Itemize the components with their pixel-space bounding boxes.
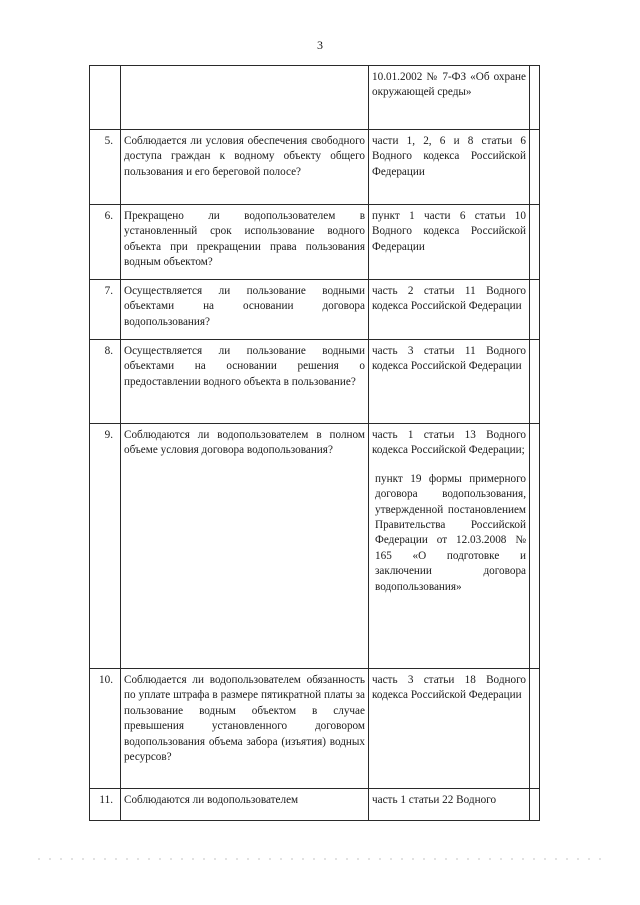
question-cell: Соблюдается ли водопользователем обязанность по уплате штрафа в размере пятикратной платы за пользование водным объектом в случае превышения установленного договором водопользования объема забора (изъятия) водных ресурсов? (121, 669, 369, 789)
question-cell: Осуществляется ли пользование водными объектами на основании решения о предоставлении водного объекта в пользование? (121, 340, 369, 424)
table-row (90, 130, 540, 205)
answer-cell (530, 280, 540, 340)
row-number: 8. (90, 340, 121, 424)
row-number: 9. (90, 424, 121, 669)
legal-reference-cell (369, 66, 530, 130)
answer-cell (530, 424, 540, 669)
table-row (90, 424, 540, 669)
page-number: 3 (317, 38, 323, 52)
legal-reference-secondary: пункт 19 формы примерного договора водопользования, утвержденной постановлением Правительства Российской Федерации от 12.03.2008 № 165 «О подготовке и заключении договора водопользования» (375, 472, 526, 593)
legal-reference: пункт 1 части 6 статьи 10 Водного кодекса Российской Федерации (372, 210, 526, 253)
legal-reference: части 1, 2, 6 и 8 статьи 6 Водного кодекса Российской Федерации (372, 135, 526, 178)
question-cell: Соблюдается ли условия обеспечения свободного доступа граждан к водному объекту общего пользования и его береговой полосе? (121, 130, 369, 205)
answer-cell (530, 789, 540, 821)
legal-reference: 10.01.2002 № 7-ФЗ «Об охране окружающей среды» (372, 71, 526, 99)
row-number: 11. (90, 789, 121, 821)
question-cell: Осуществляется ли пользование водными объектами на основании договора водопользования? (121, 280, 369, 340)
legal-reference-cell (369, 280, 530, 340)
answer-cell (530, 669, 540, 789)
row-number: 7. (90, 280, 121, 340)
question-cell: Соблюдаются ли водопользователем в полном объеме условия договора водопользования? (121, 424, 369, 669)
legal-reference-cell (369, 424, 530, 669)
scan-noise-line (38, 858, 608, 860)
legal-reference: часть 3 статьи 11 Водного кодекса Российской Федерации (372, 345, 526, 373)
table-row (90, 340, 540, 424)
answer-cell (530, 66, 540, 130)
row-number: 5. (90, 130, 121, 205)
checklist-table (89, 65, 540, 821)
legal-reference: часть 3 статьи 18 Водного кодекса Российской Федерации (372, 674, 526, 702)
legal-reference: часть 1 статьи 22 Водного (372, 794, 497, 806)
table-row (90, 669, 540, 789)
legal-reference-cell (369, 789, 530, 821)
answer-cell (530, 205, 540, 280)
legal-reference: часть 1 статьи 13 Водного кодекса Российской Федерации; (372, 429, 526, 457)
question-cell: Соблюдаются ли водопользователем (121, 789, 369, 821)
question-cell (121, 66, 369, 130)
table-row (90, 789, 540, 821)
legal-reference-cell (369, 130, 530, 205)
row-number: 10. (90, 669, 121, 789)
table-row (90, 66, 540, 130)
legal-reference: часть 2 статьи 11 Водного кодекса Российской Федерации (372, 285, 526, 313)
question-cell: Прекращено ли водопользователем в установленный срок использование водного объекта при прекращении права пользования водным объектом? (121, 205, 369, 280)
row-number (90, 66, 121, 130)
answer-cell (530, 340, 540, 424)
legal-reference-cell (369, 340, 530, 424)
legal-reference-cell (369, 205, 530, 280)
legal-reference-cell (369, 669, 530, 789)
answer-cell (530, 130, 540, 205)
table-row (90, 205, 540, 280)
row-number: 6. (90, 205, 121, 280)
table-row (90, 280, 540, 340)
